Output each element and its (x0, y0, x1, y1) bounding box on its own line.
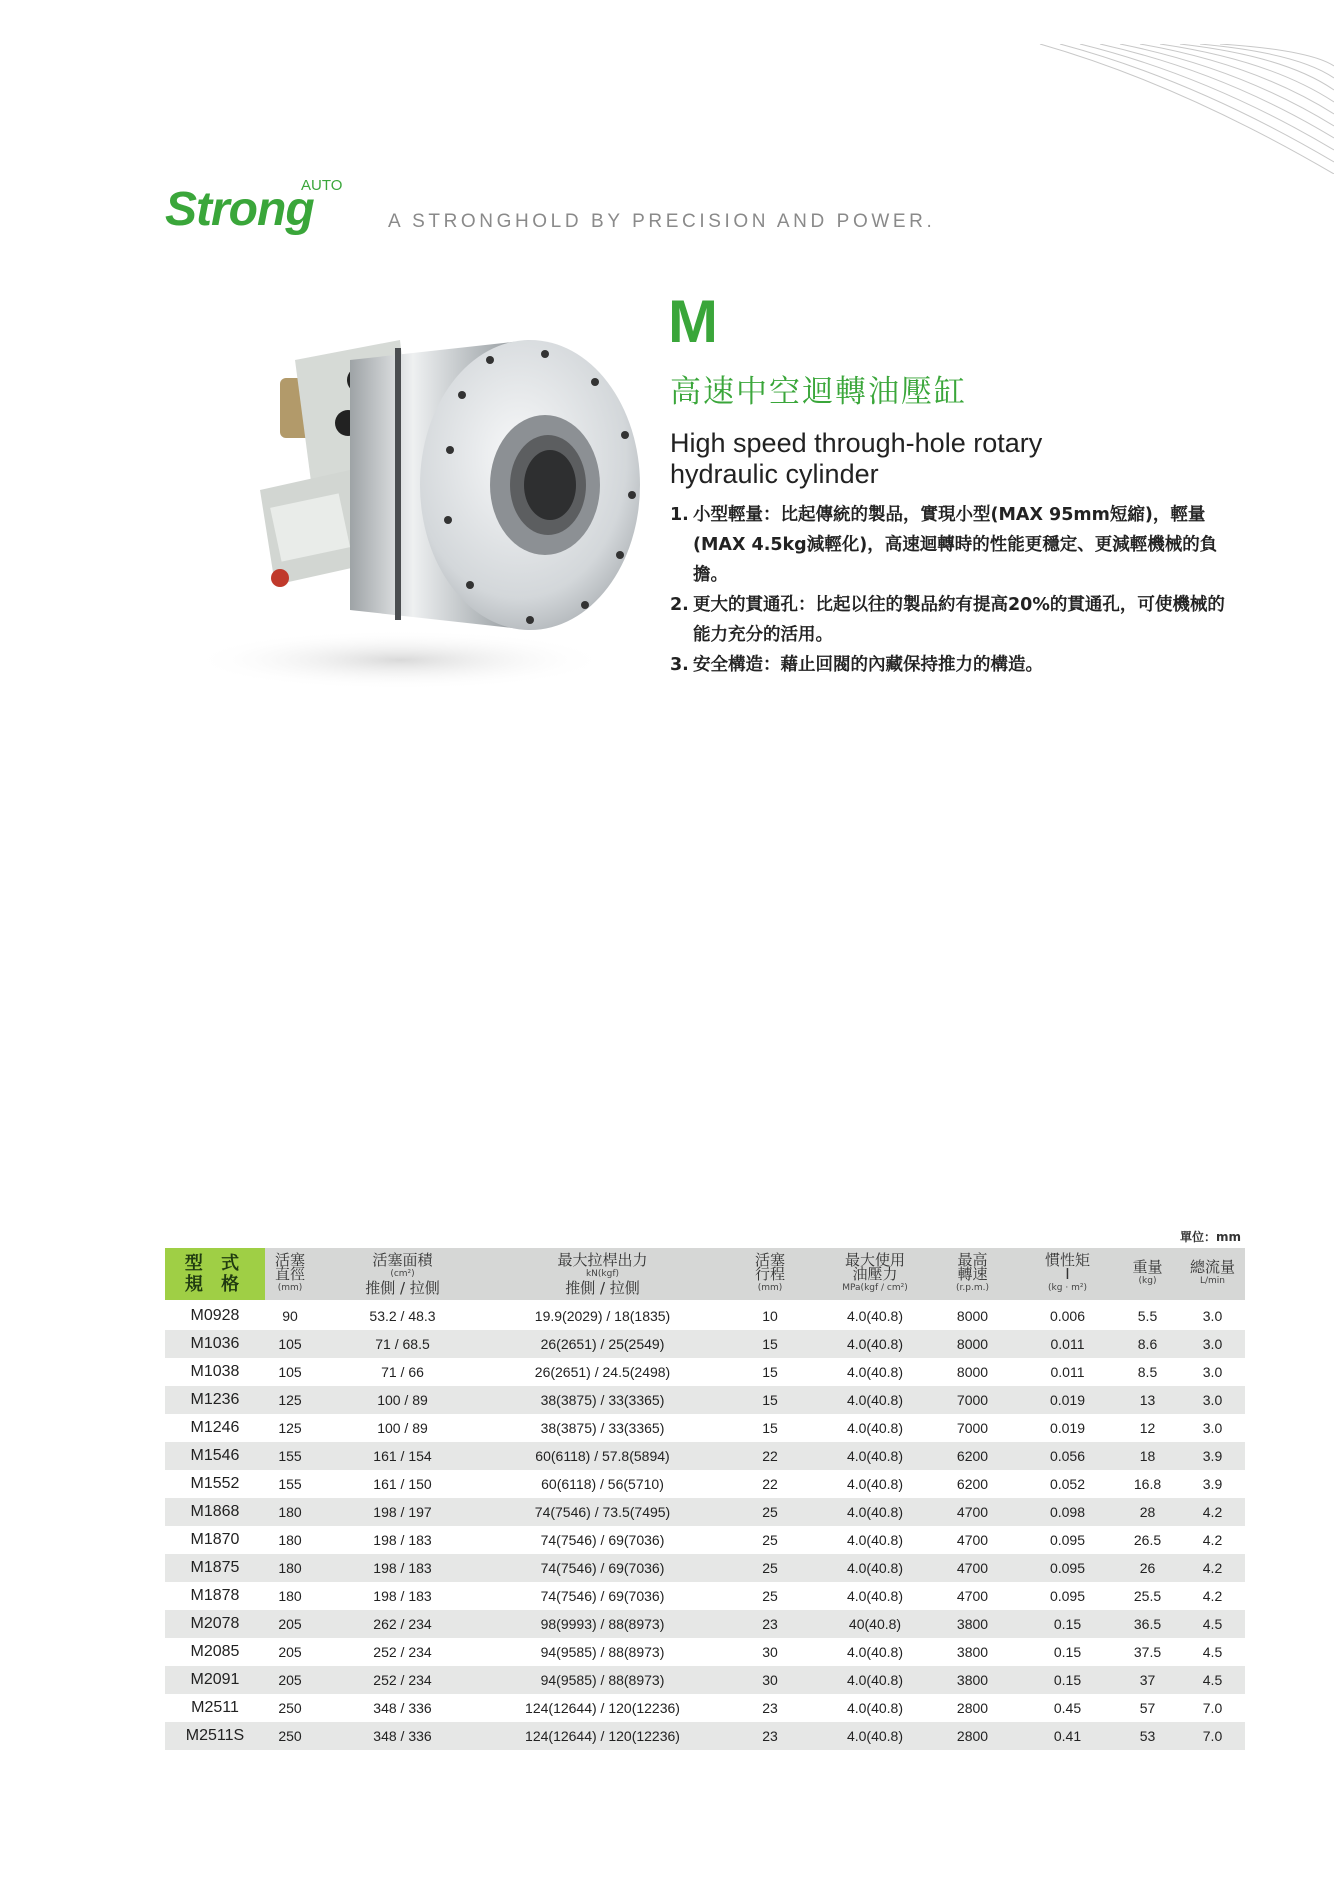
cell-max-pressure: 4.0(40.8) (825, 1358, 925, 1386)
cell-model: M1878 (165, 1582, 265, 1610)
cell-piston-diameter: 180 (265, 1498, 315, 1526)
cell-piston-area: 348 / 336 (315, 1722, 490, 1750)
cell-piston-diameter: 250 (265, 1694, 315, 1722)
header-piston-stroke (715, 1248, 825, 1301)
header-piston-area (315, 1248, 490, 1301)
cell-piston-stroke: 23 (715, 1722, 825, 1750)
cell-total-flow: 3.0 (1180, 1386, 1245, 1414)
table-row (165, 1301, 1245, 1330)
header-max-speed (925, 1248, 1020, 1301)
cell-piston-diameter: 205 (265, 1638, 315, 1666)
cell-piston-stroke: 30 (715, 1666, 825, 1694)
cell-piston-stroke: 15 (715, 1330, 825, 1358)
cell-max-pressure: 40(40.8) (825, 1610, 925, 1638)
cell-model: M1870 (165, 1526, 265, 1554)
cell-piston-diameter: 180 (265, 1526, 315, 1554)
cell-piston-area: 71 / 68.5 (315, 1330, 490, 1358)
cell-piston-diameter: 105 (265, 1358, 315, 1386)
cell-max-speed: 8000 (925, 1301, 1020, 1330)
cell-piston-area: 71 / 66 (315, 1358, 490, 1386)
cell-max-speed: 4700 (925, 1582, 1020, 1610)
cell-piston-diameter: 205 (265, 1610, 315, 1638)
cell-max-rod-force: 74(7546) / 69(7036) (490, 1526, 715, 1554)
table-row (165, 1694, 1245, 1722)
cell-max-rod-force: 19.9(2029) / 18(1835) (490, 1301, 715, 1330)
cell-max-pressure: 4.0(40.8) (825, 1554, 925, 1582)
cell-total-flow: 3.0 (1180, 1358, 1245, 1386)
cell-inertia: 0.052 (1020, 1470, 1115, 1498)
product-title-en-line1: High speed through-hole rotary (670, 428, 1043, 458)
cell-piston-diameter: 90 (265, 1301, 315, 1330)
header-total-flow (1180, 1248, 1245, 1301)
cell-weight: 18 (1115, 1442, 1180, 1470)
strong-logo (165, 178, 350, 240)
cell-total-flow: 4.5 (1180, 1638, 1245, 1666)
cell-model: M2511 (165, 1694, 265, 1722)
cell-model: M1036 (165, 1330, 265, 1358)
cell-piston-stroke: 15 (715, 1414, 825, 1442)
cell-total-flow: 4.5 (1180, 1610, 1245, 1638)
cell-max-rod-force: 94(9585) / 88(8973) (490, 1638, 715, 1666)
cell-piston-area: 100 / 89 (315, 1414, 490, 1442)
cell-piston-stroke: 25 (715, 1582, 825, 1610)
header-unit: MPa(kgf / cm²) (842, 1283, 908, 1293)
cell-weight: 26.5 (1115, 1526, 1180, 1554)
cell-inertia: 0.011 (1020, 1358, 1115, 1386)
table-row (165, 1610, 1245, 1638)
cell-piston-stroke: 30 (715, 1638, 825, 1666)
cell-total-flow: 7.0 (1180, 1694, 1245, 1722)
cell-model: M1546 (165, 1442, 265, 1470)
cell-piston-stroke: 25 (715, 1498, 825, 1526)
header-line2: 轉速 (957, 1265, 988, 1283)
cell-piston-area: 262 / 234 (315, 1610, 490, 1638)
cell-piston-diameter: 205 (265, 1666, 315, 1694)
header-unit: (cm²) (390, 1269, 415, 1279)
cell-model: M1552 (165, 1470, 265, 1498)
cell-max-speed: 6200 (925, 1442, 1020, 1470)
cell-max-speed: 7000 (925, 1386, 1020, 1414)
cell-piston-area: 198 / 197 (315, 1498, 490, 1526)
cell-piston-stroke: 25 (715, 1554, 825, 1582)
cell-total-flow: 3.0 (1180, 1301, 1245, 1330)
header-line1: 最高 (957, 1251, 988, 1269)
cell-model: M1875 (165, 1554, 265, 1582)
cell-max-speed: 3800 (925, 1638, 1020, 1666)
cell-piston-diameter: 105 (265, 1330, 315, 1358)
header-line1: 型 式 (184, 1253, 246, 1274)
table-row (165, 1722, 1245, 1750)
spec-table-header-row (165, 1248, 1245, 1301)
table-row (165, 1470, 1245, 1498)
cell-total-flow: 4.2 (1180, 1554, 1245, 1582)
table-row (165, 1582, 1245, 1610)
cell-max-speed: 3800 (925, 1666, 1020, 1694)
cell-piston-diameter: 250 (265, 1722, 315, 1750)
header-unit: (r.p.m.) (956, 1283, 989, 1293)
cell-max-speed: 4700 (925, 1498, 1020, 1526)
cell-inertia: 0.095 (1020, 1582, 1115, 1610)
cell-piston-area: 100 / 89 (315, 1386, 490, 1414)
cell-max-rod-force: 38(3875) / 33(3365) (490, 1414, 715, 1442)
cell-piston-area: 161 / 150 (315, 1470, 490, 1498)
cell-inertia: 0.15 (1020, 1638, 1115, 1666)
cell-weight: 5.5 (1115, 1301, 1180, 1330)
header-line1: 活塞 (754, 1251, 785, 1269)
header-unit: (mm) (277, 1283, 303, 1293)
cell-max-pressure: 4.0(40.8) (825, 1470, 925, 1498)
feature-text: 小型輕量：比起傳統的製品，實現小型(MAX 95mm短縮)，輕量(MAX 4.5kg減輕化)，高速迴轉時的性能更穩定、更減輕機械的負擔。 (693, 505, 1218, 585)
table-row (165, 1526, 1245, 1554)
cell-piston-stroke: 10 (715, 1301, 825, 1330)
cell-inertia: 0.15 (1020, 1610, 1115, 1638)
cell-max-rod-force: 124(12644) / 120(12236) (490, 1722, 715, 1750)
header-line1: 總流量 (1189, 1258, 1235, 1276)
cell-piston-area: 252 / 234 (315, 1638, 490, 1666)
feature-number: 3. (670, 655, 689, 675)
cell-piston-area: 53.2 / 48.3 (315, 1301, 490, 1330)
cell-inertia: 0.006 (1020, 1301, 1115, 1330)
feature-item (670, 590, 1230, 650)
table-row (165, 1554, 1245, 1582)
cell-inertia: 0.15 (1020, 1666, 1115, 1694)
header-unit: (kg) (1138, 1276, 1157, 1286)
cell-total-flow: 4.2 (1180, 1526, 1245, 1554)
product-photo (200, 320, 650, 700)
header-unit: kN(kgf) (585, 1269, 620, 1279)
cell-model: M2078 (165, 1610, 265, 1638)
header-piston-diameter (265, 1248, 315, 1301)
cell-max-pressure: 4.0(40.8) (825, 1442, 925, 1470)
cell-weight: 57 (1115, 1694, 1180, 1722)
header-line1: 重量 (1132, 1258, 1163, 1276)
feature-text: 更大的貫通孔：比起以往的製品約有提高20%的貫通孔，可使機械的能力充分的活用。 (693, 595, 1225, 645)
header-line2: I (1065, 1265, 1070, 1283)
cell-piston-diameter: 155 (265, 1442, 315, 1470)
product-title-en (670, 428, 1042, 490)
spec-table (165, 1248, 1245, 1750)
cell-weight: 8.5 (1115, 1358, 1180, 1386)
logo-wordmark: Strong (165, 183, 314, 236)
cell-max-rod-force: 74(7546) / 73.5(7495) (490, 1498, 715, 1526)
cell-max-rod-force: 26(2651) / 25(2549) (490, 1330, 715, 1358)
feature-text: 安全構造：藉止回閥的內藏保持推力的構造。 (693, 655, 1043, 675)
feature-item (670, 500, 1230, 590)
cell-max-rod-force: 26(2651) / 24.5(2498) (490, 1358, 715, 1386)
table-row (165, 1414, 1245, 1442)
cell-inertia: 0.019 (1020, 1386, 1115, 1414)
cell-piston-stroke: 15 (715, 1358, 825, 1386)
unit-note: 單位：mm (1180, 1230, 1242, 1244)
cell-max-pressure: 4.0(40.8) (825, 1638, 925, 1666)
header-line2: 行程 (754, 1265, 785, 1283)
cell-total-flow: 7.0 (1180, 1722, 1245, 1750)
header-unit: L/min (1199, 1276, 1226, 1286)
header-inertia (1020, 1248, 1115, 1301)
cell-total-flow: 4.2 (1180, 1498, 1245, 1526)
spec-table-body (165, 1301, 1245, 1750)
model-series-letter: M (668, 288, 718, 355)
header-line2: 直徑 (274, 1265, 305, 1283)
cell-model: M2085 (165, 1638, 265, 1666)
cell-max-speed: 8000 (925, 1330, 1020, 1358)
cell-max-pressure: 4.0(40.8) (825, 1414, 925, 1442)
header-model (165, 1248, 265, 1301)
cell-weight: 12 (1115, 1414, 1180, 1442)
cell-max-pressure: 4.0(40.8) (825, 1666, 925, 1694)
cell-total-flow: 4.2 (1180, 1582, 1245, 1610)
cell-weight: 28 (1115, 1498, 1180, 1526)
cell-inertia: 0.095 (1020, 1554, 1115, 1582)
cell-inertia: 0.095 (1020, 1526, 1115, 1554)
header-max-pressure (825, 1248, 925, 1301)
cell-max-pressure: 4.0(40.8) (825, 1386, 925, 1414)
cell-max-pressure: 4.0(40.8) (825, 1330, 925, 1358)
cell-max-speed: 4700 (925, 1554, 1020, 1582)
header-unit: (kg · m²) (1048, 1283, 1087, 1293)
tagline: A STRONGHOLD BY PRECISION AND POWER. (388, 211, 936, 232)
cell-piston-area: 348 / 336 (315, 1694, 490, 1722)
table-row (165, 1666, 1245, 1694)
cell-max-speed: 3800 (925, 1610, 1020, 1638)
cell-weight: 53 (1115, 1722, 1180, 1750)
cell-piston-stroke: 23 (715, 1694, 825, 1722)
cell-piston-area: 161 / 154 (315, 1442, 490, 1470)
header-line1: 活塞面積 (372, 1251, 433, 1269)
table-row (165, 1330, 1245, 1358)
decorative-arcs (1030, 44, 1334, 174)
cell-weight: 13 (1115, 1386, 1180, 1414)
table-row (165, 1442, 1245, 1470)
cell-max-speed: 8000 (925, 1358, 1020, 1386)
cell-total-flow: 3.0 (1180, 1414, 1245, 1442)
header-line1: 最大拉桿出力 (557, 1251, 648, 1269)
cell-total-flow: 3.9 (1180, 1470, 1245, 1498)
cell-weight: 26 (1115, 1554, 1180, 1582)
header-weight (1115, 1248, 1180, 1301)
cell-max-pressure: 4.0(40.8) (825, 1526, 925, 1554)
cell-max-speed: 4700 (925, 1526, 1020, 1554)
header-line2: 油壓力 (852, 1265, 898, 1283)
cell-total-flow: 3.9 (1180, 1442, 1245, 1470)
product-title-en-line2: hydraulic cylinder (670, 459, 879, 489)
cell-model: M1038 (165, 1358, 265, 1386)
cell-piston-diameter: 155 (265, 1470, 315, 1498)
header-line2: 推側 / 拉側 (565, 1279, 640, 1297)
cell-piston-diameter: 180 (265, 1582, 315, 1610)
cell-total-flow: 3.0 (1180, 1330, 1245, 1358)
cell-max-rod-force: 60(6118) / 56(5710) (490, 1470, 715, 1498)
cell-max-rod-force: 60(6118) / 57.8(5894) (490, 1442, 715, 1470)
cell-inertia: 0.019 (1020, 1414, 1115, 1442)
cell-max-speed: 2800 (925, 1694, 1020, 1722)
cell-model: M0928 (165, 1301, 265, 1330)
table-row (165, 1386, 1245, 1414)
feature-number: 2. (670, 595, 689, 615)
cell-inertia: 0.056 (1020, 1442, 1115, 1470)
cell-piston-area: 198 / 183 (315, 1526, 490, 1554)
cell-piston-stroke: 22 (715, 1470, 825, 1498)
logo-superscript: AUTO (301, 177, 343, 194)
cell-max-pressure: 4.0(40.8) (825, 1301, 925, 1330)
header-line1: 活塞 (274, 1251, 305, 1269)
cell-piston-diameter: 125 (265, 1414, 315, 1442)
header-line1: 最大使用 (844, 1251, 905, 1269)
cell-max-rod-force: 94(9585) / 88(8973) (490, 1666, 715, 1694)
cell-inertia: 0.098 (1020, 1498, 1115, 1526)
cell-model: M2511S (165, 1722, 265, 1750)
cell-max-pressure: 4.0(40.8) (825, 1582, 925, 1610)
cell-total-flow: 4.5 (1180, 1666, 1245, 1694)
cell-piston-stroke: 23 (715, 1610, 825, 1638)
cell-piston-diameter: 180 (265, 1554, 315, 1582)
cell-weight: 25.5 (1115, 1582, 1180, 1610)
cell-max-pressure: 4.0(40.8) (825, 1498, 925, 1526)
cell-max-speed: 7000 (925, 1414, 1020, 1442)
header-line2: 規 格 (184, 1274, 246, 1295)
cell-max-speed: 6200 (925, 1470, 1020, 1498)
feature-number: 1. (670, 505, 689, 525)
cell-piston-stroke: 25 (715, 1526, 825, 1554)
cell-weight: 8.6 (1115, 1330, 1180, 1358)
table-row (165, 1498, 1245, 1526)
cell-weight: 36.5 (1115, 1610, 1180, 1638)
cell-piston-stroke: 15 (715, 1386, 825, 1414)
cell-weight: 16.8 (1115, 1470, 1180, 1498)
cell-model: M1246 (165, 1414, 265, 1442)
cell-max-rod-force: 74(7546) / 69(7036) (490, 1582, 715, 1610)
cell-piston-area: 198 / 183 (315, 1582, 490, 1610)
cell-max-rod-force: 74(7546) / 69(7036) (490, 1554, 715, 1582)
cell-piston-area: 252 / 234 (315, 1666, 490, 1694)
cell-model: M2091 (165, 1666, 265, 1694)
header-line1: 慣性矩 (1044, 1251, 1090, 1269)
header-max-rod-force (490, 1248, 715, 1301)
product-title-zh: 高速中空迴轉油壓缸 (670, 374, 967, 410)
cell-max-pressure: 4.0(40.8) (825, 1694, 925, 1722)
cell-piston-area: 198 / 183 (315, 1554, 490, 1582)
cell-inertia: 0.45 (1020, 1694, 1115, 1722)
cell-inertia: 0.011 (1020, 1330, 1115, 1358)
cell-max-rod-force: 98(9993) / 88(8973) (490, 1610, 715, 1638)
cell-max-rod-force: 124(12644) / 120(12236) (490, 1694, 715, 1722)
table-row (165, 1638, 1245, 1666)
cell-max-rod-force: 38(3875) / 33(3365) (490, 1386, 715, 1414)
feature-item (670, 650, 1230, 680)
cell-inertia: 0.41 (1020, 1722, 1115, 1750)
cell-max-speed: 2800 (925, 1722, 1020, 1750)
header-line2: 推側 / 拉側 (365, 1279, 440, 1297)
cell-weight: 37 (1115, 1666, 1180, 1694)
cell-model: M1236 (165, 1386, 265, 1414)
cell-weight: 37.5 (1115, 1638, 1180, 1666)
cell-piston-diameter: 125 (265, 1386, 315, 1414)
cell-model: M1868 (165, 1498, 265, 1526)
table-row (165, 1358, 1245, 1386)
header-unit: (mm) (757, 1283, 783, 1293)
cell-piston-stroke: 22 (715, 1442, 825, 1470)
feature-list (670, 500, 1230, 680)
cell-max-pressure: 4.0(40.8) (825, 1722, 925, 1750)
